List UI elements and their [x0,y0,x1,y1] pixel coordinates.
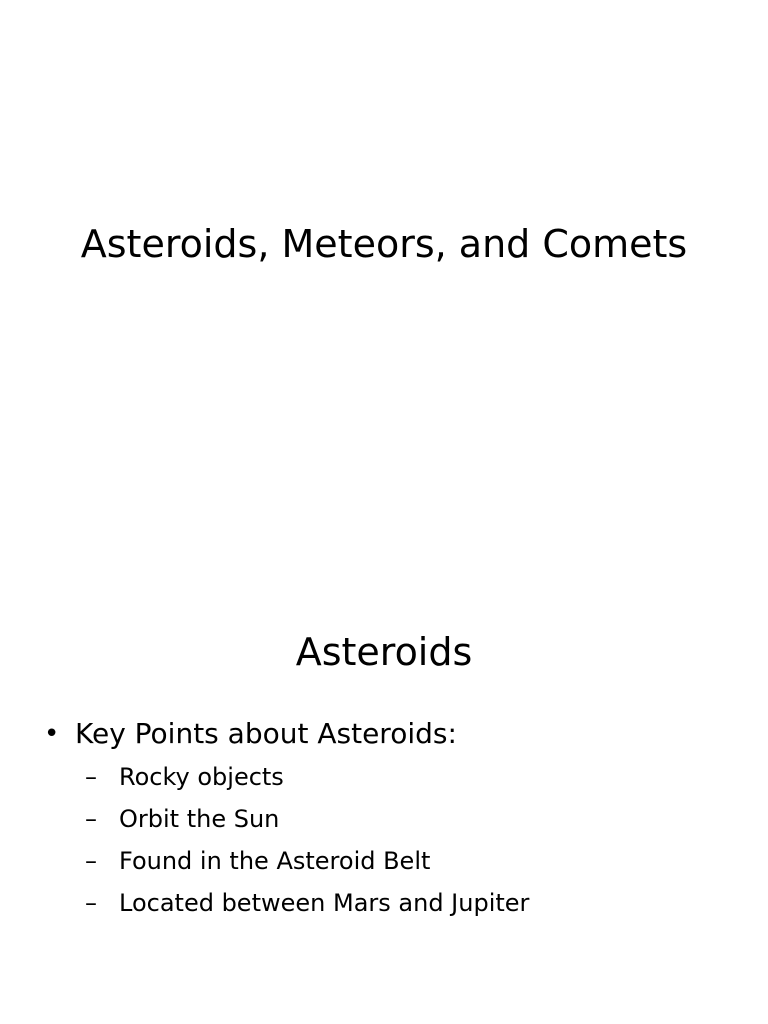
bullet-item [44,712,744,924]
dash-icon: – [85,847,97,875]
slide-title: Asteroids, Meteors, and Comets [80,222,688,266]
sub-bullet-text: Located between Mars and Jupiter [119,889,530,917]
sub-bullet-item [85,840,744,882]
sub-bullet-list [75,756,744,924]
dash-icon: – [85,763,97,791]
bullet-list [44,712,744,924]
sub-bullet-item [85,756,744,798]
dash-icon: – [85,805,97,833]
bullet-text: Key Points about Asteroids: [75,717,457,750]
content-slide [0,512,768,1024]
bullet-dot-icon: • [44,719,60,749]
slide-heading: Asteroids [295,630,473,674]
dash-icon: – [85,889,97,917]
sub-bullet-text: Rocky objects [119,763,284,791]
sub-bullet-item [85,798,744,840]
sub-bullet-text: Orbit the Sun [119,805,280,833]
sub-bullet-item [85,882,744,924]
sub-bullet-text: Found in the Asteroid Belt [119,847,431,875]
